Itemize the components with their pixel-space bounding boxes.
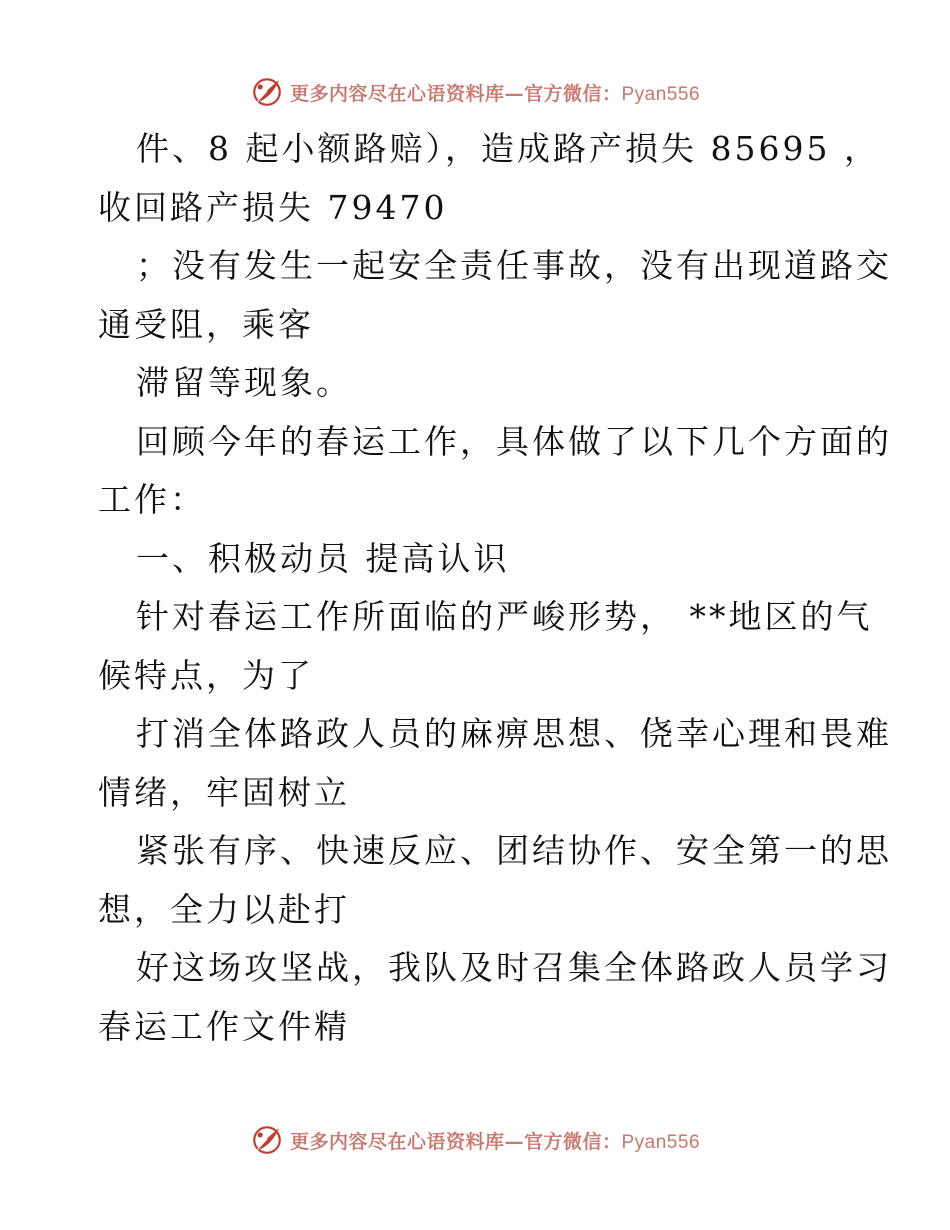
header-watermark (0, 72, 950, 112)
feather-pen-logo-icon (250, 75, 284, 109)
text-line: 回顾今年的春运工作，具体做了以下几个方面的 (136, 421, 892, 461)
text-line: 通受阻，乘客 (98, 304, 314, 344)
text-line: 针对春运工作所面临的严峻形势， **地区的气 (136, 597, 873, 636)
text-line: 好这场攻坚战，我队及时召集全体路政人员学习 (136, 948, 892, 987)
watermark-label: 更多内容尽在心语资料库—官方微信： (289, 82, 622, 105)
watermark-text (290, 1127, 700, 1154)
text-line: 候特点，为了 (98, 655, 314, 695)
watermark-brand: Pyan556 (621, 83, 701, 105)
text-line: 工作： (98, 480, 206, 519)
watermark-text (290, 79, 700, 106)
text-line: 打消全体路政人员的麻痹思想、侥幸心理和畏难 (136, 714, 892, 753)
section-heading: 一、积极动员 提高认识 (136, 538, 510, 578)
text-line: 春运工作文件精 (98, 1006, 350, 1046)
text-line: 滞留等现象。 (136, 363, 352, 402)
text-line: 收回路产损失 79470 (98, 187, 448, 227)
text-line: 想，全力以赴打 (98, 889, 350, 929)
text-line: ；没有发生一起安全责任事故，没有出现道路交 (136, 246, 892, 285)
text-line: 紧张有序、快速反应、团结协作、安全第一的思 (136, 831, 892, 870)
document-body (98, 120, 892, 1056)
watermark-brand: Pyan556 (621, 1131, 701, 1153)
watermark-label: 更多内容尽在心语资料库—官方微信： (289, 1130, 622, 1153)
feather-pen-logo-icon (250, 1123, 284, 1157)
text-line: 情绪，牢固树立 (98, 772, 350, 812)
text-line: 件、8 起小额路赔），造成路产损失 85695 ， (136, 129, 880, 168)
footer-watermark (0, 1120, 950, 1160)
